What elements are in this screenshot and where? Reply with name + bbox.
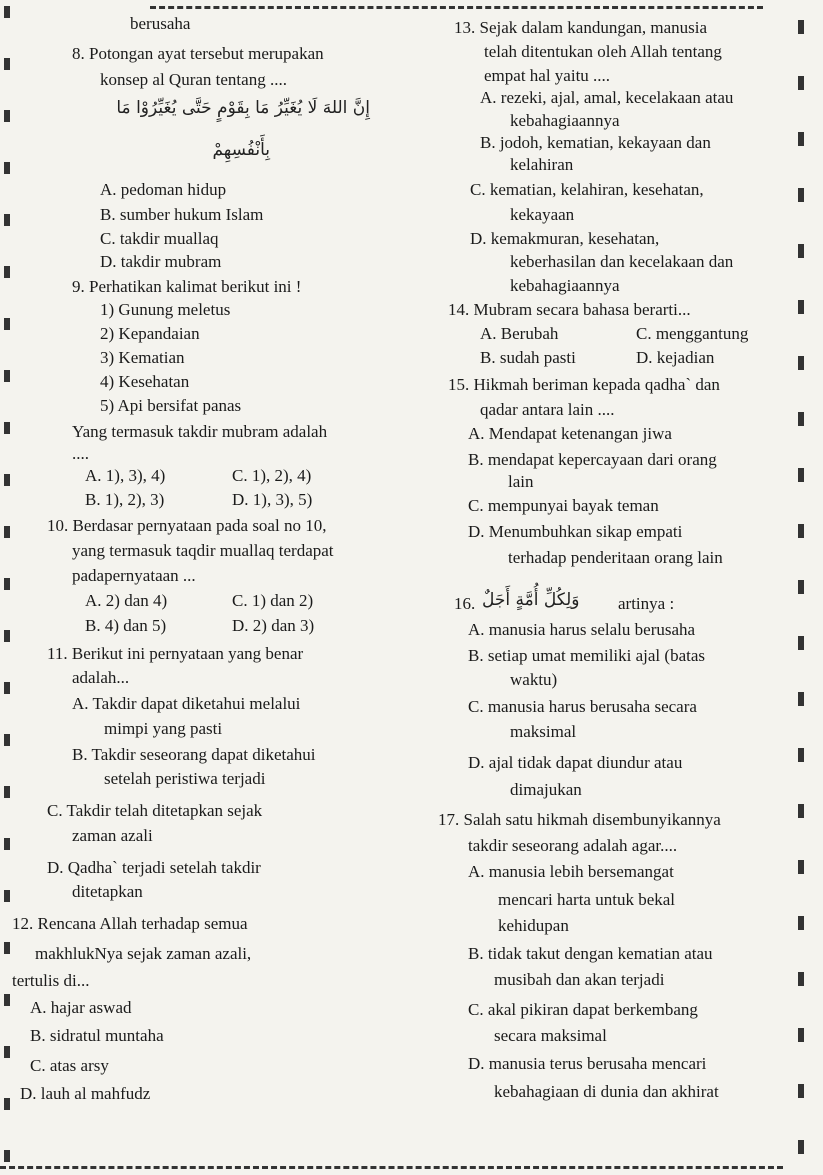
q9-item: 5) Api bersifat panas [100, 396, 242, 415]
q8-option-b[interactable]: B. sumber hukum Islam [100, 205, 264, 224]
q16-option-d[interactable]: D. ajal tidak dapat diundur atau [468, 753, 683, 772]
q9-item: 4) Kesehatan [100, 372, 190, 391]
q17-option-a[interactable]: mencari harta untuk bekal [498, 890, 676, 909]
q8-option-d[interactable]: D. takdir mubram [100, 252, 222, 271]
q14-option-b[interactable]: B. sudah pasti [480, 348, 576, 367]
q17-option-d[interactable]: D. manusia terus berusaha mencari [468, 1054, 707, 1073]
q8-option-c[interactable]: C. takdir muallaq [100, 229, 219, 248]
q9-question: Yang termasuk takdir mubram adalah [72, 422, 328, 441]
q15-option-d[interactable]: terhadap penderitaan orang lain [508, 548, 723, 567]
q16-option-b[interactable]: waktu) [510, 670, 558, 689]
q11-stem: adalah... [72, 668, 130, 687]
q13-option-c[interactable]: C. kematian, kelahiran, kesehatan, [470, 180, 704, 199]
q17-option-c[interactable]: C. akal pikiran dapat berkembang [468, 1000, 698, 1019]
q16-artinya: artinya : [618, 594, 675, 613]
q11-option-c[interactable]: zaman azali [72, 826, 153, 845]
q9-item: 2) Kepandaian [100, 324, 200, 343]
q15-option-d[interactable]: D. Menumbuhkan sikap empati [468, 522, 683, 541]
q13-stem: telah ditentukan oleh Allah tentang [484, 42, 722, 61]
q16-number: 16. [454, 594, 476, 613]
q8-stem: konsep al Quran tentang .... [100, 70, 287, 89]
q9-option-b[interactable]: B. 1), 2), 3) [85, 490, 165, 509]
q16-option-a[interactable]: A. manusia harus selalu berusaha [468, 620, 696, 639]
q11-option-c[interactable]: C. Takdir telah ditetapkan sejak [47, 801, 263, 820]
q9-option-c[interactable]: C. 1), 2), 4) [232, 466, 312, 485]
q13-stem: empat hal yaitu .... [484, 66, 611, 85]
q15-option-b[interactable]: lain [508, 472, 534, 491]
top-dashed-border [150, 6, 763, 9]
left-dashed-border [4, 6, 10, 1163]
q17-option-b[interactable]: musibah dan akan terjadi [494, 970, 665, 989]
q10-option-b[interactable]: B. 4) dan 5) [85, 616, 167, 635]
q10-option-d[interactable]: D. 2) dan 3) [232, 616, 315, 635]
right-dashed-border [798, 20, 804, 1155]
q16-option-c[interactable]: maksimal [510, 722, 577, 741]
q16-arabic-verse: وَلِكُلِّ أُمَّةٍ أَجَلٌ [482, 590, 580, 610]
q9-option-d[interactable]: D. 1), 3), 5) [232, 490, 313, 509]
q8-option-a[interactable]: A. pedoman hidup [100, 180, 227, 199]
q10-option-a[interactable]: A. 2) dan 4) [85, 591, 168, 610]
q15-stem: 15. Hikmah beriman kepada qadha` dan [448, 375, 720, 394]
q12-option-c[interactable]: C. atas arsy [30, 1056, 109, 1075]
q10-stem: 10. Berdasar pernyataan pada soal no 10, [47, 516, 327, 535]
q14-option-a[interactable]: A. Berubah [480, 324, 559, 343]
q8-arabic-verse: بِأَنْفُسِهِمْ [212, 140, 270, 160]
q11-option-d[interactable]: D. Qadha` terjadi setelah takdir [47, 858, 261, 877]
q13-stem: 13. Sejak dalam kandungan, manusia [454, 18, 708, 37]
q17-option-c[interactable]: secara maksimal [494, 1026, 607, 1045]
q8-arabic-verse: إِنَّ اللهَ لَا يُغَيِّرُ مَا بِقَوْمٍ حَتَّى يُغَيِّرُوْا مَا [116, 98, 370, 118]
q15-option-b[interactable]: B. mendapat kepercayaan dari orang [468, 450, 717, 469]
q11-option-d[interactable]: ditetapkan [72, 882, 143, 901]
q15-option-c[interactable]: C. mempunyai bayak teman [468, 496, 659, 515]
q13-option-d[interactable]: keberhasilan dan kecelakaan dan [510, 252, 734, 271]
q11-option-b[interactable]: setelah peristiwa terjadi [104, 769, 266, 788]
q17-option-d[interactable]: kebahagiaan di dunia dan akhirat [494, 1082, 719, 1101]
bottom-dashed-border [0, 1166, 783, 1169]
q11-option-b[interactable]: B. Takdir seseorang dapat diketahui [72, 745, 316, 764]
q14-option-d[interactable]: D. kejadian [636, 348, 715, 367]
q9-option-a[interactable]: A. 1), 3), 4) [85, 466, 166, 485]
q10-stem: padapernyataan ... [72, 566, 196, 585]
q17-option-a[interactable]: kehidupan [498, 916, 569, 935]
q9-item: 1) Gunung meletus [100, 300, 231, 319]
q11-option-a[interactable]: mimpi yang pasti [104, 719, 223, 738]
q12-stem: 12. Rencana Allah terhadap semua [12, 914, 248, 933]
q9-stem: 9. Perhatikan kalimat berikut ini ! [72, 277, 302, 296]
q10-option-c[interactable]: C. 1) dan 2) [232, 591, 314, 610]
q12-option-a[interactable]: A. hajar aswad [30, 998, 132, 1017]
q13-option-d[interactable]: D. kemakmuran, kesehatan, [470, 229, 660, 248]
q15-stem: qadar antara lain .... [480, 400, 615, 419]
q13-option-b[interactable]: kelahiran [510, 155, 574, 174]
q14-stem: 14. Mubram secara bahasa berarti... [448, 300, 691, 319]
q16-option-c[interactable]: C. manusia harus berusaha secara [468, 697, 697, 716]
q14-option-c[interactable]: C. menggantung [636, 324, 749, 343]
q13-option-c[interactable]: kekayaan [510, 205, 575, 224]
q12-option-b[interactable]: B. sidratul muntaha [30, 1026, 164, 1045]
q8-stem: 8. Potongan ayat tersebut merupakan [72, 44, 324, 63]
q17-stem: takdir seseorang adalah agar.... [468, 836, 678, 855]
q11-stem: 11. Berikut ini pernyataan yang benar [47, 644, 304, 663]
q16-option-b[interactable]: B. setiap umat memiliki ajal (batas [468, 646, 705, 665]
q13-option-a[interactable]: kebahagiaannya [510, 111, 620, 130]
q16-option-d[interactable]: dimajukan [510, 780, 582, 799]
q13-option-a[interactable]: A. rezeki, ajal, amal, kecelakaan atau [480, 88, 734, 107]
q17-option-b[interactable]: B. tidak takut dengan kematian atau [468, 944, 713, 963]
q7-tail-text: berusaha [130, 14, 191, 33]
q13-option-b[interactable]: B. jodoh, kematian, kekayaan dan [480, 133, 711, 152]
q15-option-a[interactable]: A. Mendapat ketenangan jiwa [468, 424, 672, 443]
q12-stem: makhlukNya sejak zaman azali, [35, 944, 252, 963]
q10-stem: yang termasuk taqdir muallaq terdapat [72, 541, 334, 560]
q11-option-a[interactable]: A. Takdir dapat diketahui melalui [72, 694, 301, 713]
q12-option-d[interactable]: D. lauh al mahfudz [20, 1084, 151, 1103]
q17-option-a[interactable]: A. manusia lebih bersemangat [468, 862, 674, 881]
q17-stem: 17. Salah satu hikmah disembunyikannya [438, 810, 721, 829]
q13-option-d[interactable]: kebahagiaannya [510, 276, 620, 295]
q9-item: 3) Kematian [100, 348, 185, 367]
q9-question: .... [72, 444, 89, 463]
q12-stem: tertulis di... [12, 971, 90, 990]
